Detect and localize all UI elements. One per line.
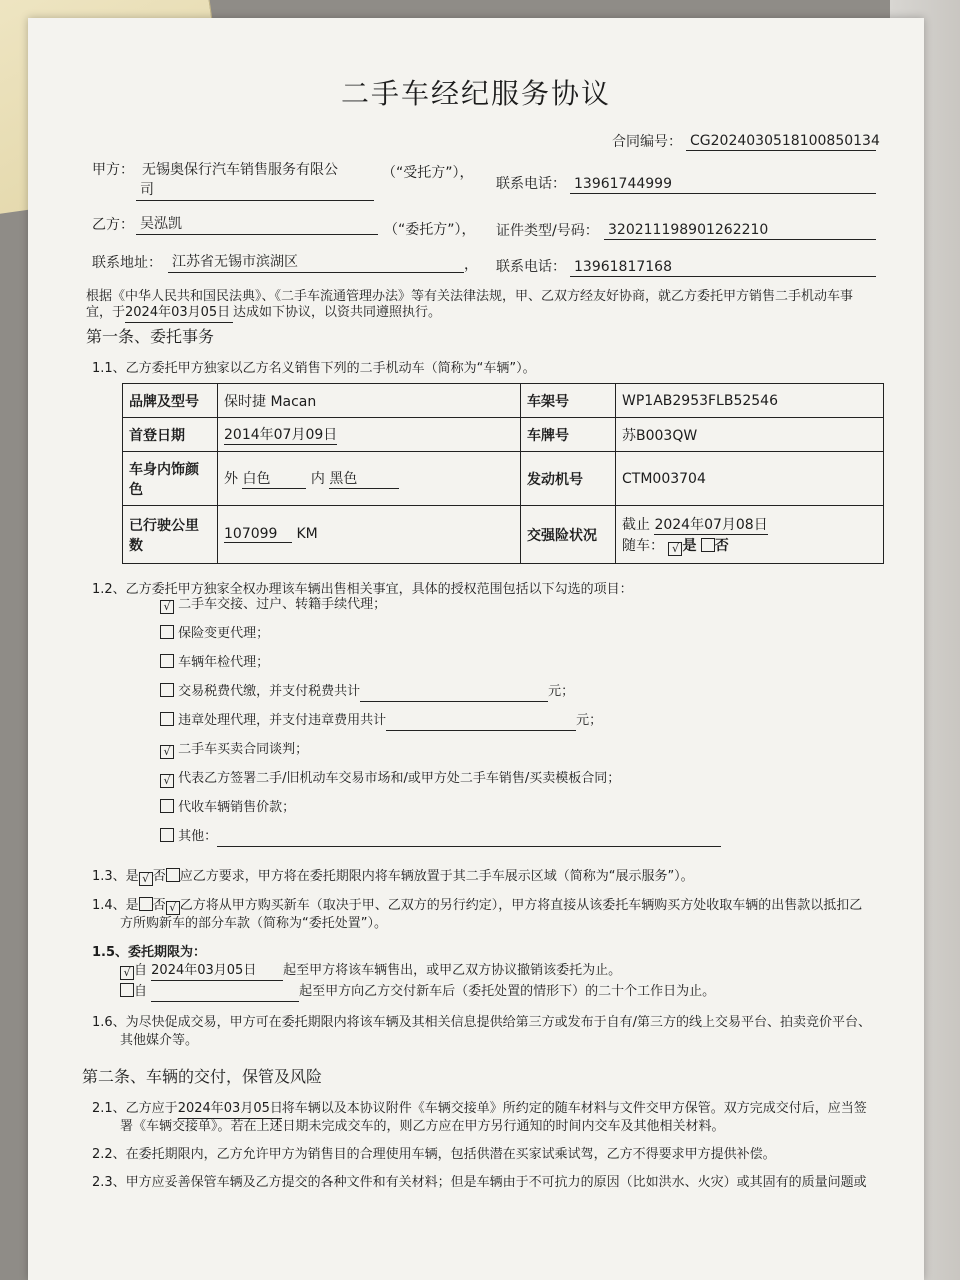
option-label: 二手车买卖合同谈判； — [174, 742, 309, 757]
term-1-checkbox[interactable]: √ — [120, 966, 134, 980]
vin-value: WP1AB2953FLB52546 — [616, 384, 884, 418]
party-b-role: （“委托方”）， — [384, 222, 476, 238]
option-label: 二手车交接、过户、转籍手续代理； — [174, 597, 387, 612]
authorization-option — [160, 683, 574, 702]
c13-yes-checkbox[interactable]: √ — [139, 872, 153, 886]
contract-no-field: CG2024030518100850134 — [686, 130, 876, 151]
option-label: 车辆年检代理； — [174, 655, 270, 670]
option-label: 交易税费代缴，并支付税费共计 — [174, 684, 361, 699]
brand-value: 保时捷 Macan — [218, 384, 521, 418]
option-checkbox[interactable] — [160, 625, 174, 639]
vin-label: 车架号 — [521, 384, 616, 418]
c14-yes-checkbox[interactable] — [139, 897, 153, 911]
authorization-option — [160, 770, 620, 788]
clause-2-1: 2.1、乙方应于2024年03月05日将车辆以及本协议附件《车辆交接单》所约定的随车材料与文件交甲方保管。双方完成交付后，应当签 — [92, 1100, 867, 1119]
clause-2-1-cont: 署《车辆交接单》。若在上述日期未完成交车的，则乙方应在甲方另行通知的时间内交车及其他相关材料。 — [120, 1119, 725, 1134]
option-checkbox[interactable]: √ — [160, 774, 174, 788]
engine-value: CTM003704 — [616, 452, 884, 506]
reg-date-value: 2014年07月09日 — [218, 418, 521, 452]
option-checkbox[interactable] — [160, 712, 174, 726]
brand-label: 品牌及型号 — [123, 384, 218, 418]
plate-value: 苏B003QW — [616, 418, 884, 452]
authorization-option — [160, 712, 602, 731]
party-b-id-label: 证件类型/号码： — [496, 223, 599, 239]
option-checkbox[interactable] — [160, 799, 174, 813]
option-label: 代表乙方签署二手/旧机动车交易市场和/或甲方处二手车销售/买卖模板合同； — [174, 771, 621, 786]
option-checkbox[interactable]: √ — [160, 600, 174, 614]
party-a-name-line1: 无锡奥保行汽车销售服务有限公 — [142, 162, 338, 178]
party-a-phone-field: 13961744999 — [570, 173, 876, 194]
option-blank-field[interactable] — [360, 683, 548, 702]
party-b-phone-label: 联系电话： — [496, 259, 566, 275]
party-b-label: 乙方： — [92, 217, 134, 233]
clause-2-3: 2.3、甲方应妥善保管车辆及乙方提交的各种文件和有关材料；但是车辆由于不可抗力的原因（比如洪水、火灾）或其固有的质量问题或 — [92, 1175, 867, 1190]
section1-title: 第一条、委托事务 — [86, 327, 215, 346]
preamble-line2: 宜，于2024年03月05日 达成如下协议，以资共同遵照执行。 — [86, 304, 441, 323]
option-label: 代收车辆销售价款； — [174, 800, 296, 815]
clause-1-2: 1.2、乙方委托甲方独家全权办理该车辆出售相关事宜，具体的授权范围包括以下勾选的项目： — [92, 582, 633, 597]
option-label: 保险变更代理； — [174, 626, 270, 641]
clause-1-6-cont: 其他媒介等。 — [120, 1033, 199, 1048]
address-label: 联系地址： — [92, 255, 162, 271]
insurance-no-checkbox[interactable] — [701, 538, 715, 552]
mileage-label: 已行驶公里数 — [123, 506, 218, 564]
term-2-checkbox[interactable] — [120, 983, 134, 997]
mileage-value: 107099 KM — [218, 506, 521, 564]
party-a-phone-label: 联系电话： — [496, 176, 566, 192]
clause-1-1: 1.1、乙方委托甲方独家以乙方名义销售下列的二手机动车（简称为“车辆”）。 — [92, 361, 536, 376]
engine-label: 发动机号 — [521, 452, 616, 506]
party-a-name-field: 司 — [136, 180, 374, 201]
document-title: 二手车经纪服务协议 — [340, 77, 611, 110]
party-b-phone-field: 13961817168 — [570, 256, 876, 277]
authorization-option — [160, 741, 308, 759]
authorization-option — [160, 654, 269, 672]
insurance-label: 交强险状况 — [521, 506, 616, 564]
c13-no-checkbox[interactable] — [166, 868, 180, 882]
clause-1-3: 1.3、是 √ 否 应乙方要求，甲方将在委托期限内将车辆放置于其二手车展示区域（简称为“展示服务”）。 — [92, 869, 694, 885]
insurance-value: 截止 2024年07月08日 随车： √ 是 否 — [616, 506, 884, 564]
authorization-option — [160, 799, 295, 817]
option-label: 其他： — [174, 829, 218, 844]
term-option-1: √ 自 2024年03月05日 起至甲方将该车辆售出，或甲乙双方协议撤销该委托为止。 — [120, 962, 621, 981]
section2-title: 第二条、车辆的交付，保管及风险 — [82, 1067, 323, 1086]
preamble-line1: 根据《中华人民共和国民法典》、《二手车流通管理办法》等有关法律法规，甲、乙双方经友好协商，就乙方委托甲方销售二手机动车事 — [86, 289, 854, 304]
option-checkbox[interactable] — [160, 654, 174, 668]
color-label: 车身内饰颜色 — [123, 452, 218, 506]
address-field: 江苏省无锡市滨湖区 — [168, 252, 464, 273]
insurance-yes-checkbox[interactable]: √ — [668, 542, 682, 556]
clause-2-2: 2.2、在委托期限内，乙方允许甲方为销售目的合理使用车辆，包括供潜在买家试乘试驾，乙方不得要求甲方提供补偿。 — [92, 1147, 776, 1162]
option-label: 违章处理代理，并支付违章费用共计 — [174, 713, 387, 728]
option-blank-field[interactable] — [386, 712, 576, 731]
contract-no-label: 合同编号： — [612, 134, 682, 150]
clause-1-4-cont: 方所购新车的部分车款（简称为“委托处置”）。 — [120, 916, 387, 931]
c14-no-checkbox[interactable]: √ — [166, 901, 180, 915]
party-b-name-field: 吴泓凯 — [136, 214, 378, 235]
plate-label: 车牌号 — [521, 418, 616, 452]
option-suffix: 元； — [548, 684, 575, 699]
party-a-label: 甲方： — [92, 162, 134, 178]
reg-date-label: 首登日期 — [123, 418, 218, 452]
term-option-2: 自 起至甲方向乙方交付新车后（委托处置的情形下）的二十个工作日为止。 — [120, 983, 715, 1002]
authorization-option — [160, 828, 721, 847]
option-checkbox[interactable] — [160, 683, 174, 697]
party-b-id-field: 320211198901262210 — [604, 219, 876, 240]
option-checkbox[interactable] — [160, 828, 174, 842]
vehicle-table — [122, 383, 884, 564]
option-checkbox[interactable]: √ — [160, 745, 174, 759]
clause-1-4: 1.4、是 否 √ 乙方将从甲方购买新车（取决于甲、乙双方的另行约定），甲方将直接从该委托车辆购买方处收取车辆的出售款以抵扣乙 — [92, 898, 863, 914]
clause-1-6: 1.6、为尽快促成交易，甲方可在委托期限内将该车辆及其相关信息提供给第三方或发布于自有/第三方的线上交易平台、拍卖竞价平台、 — [92, 1015, 872, 1030]
party-a-role: （“受托方”）， — [382, 165, 474, 181]
clause-1-5: 1.5、委托期限为： — [92, 945, 207, 960]
authorization-option — [160, 625, 269, 643]
address-suffix: ， — [464, 257, 478, 273]
option-blank-field[interactable] — [217, 828, 721, 847]
option-suffix: 元； — [576, 713, 603, 728]
contract-page — [28, 18, 924, 1280]
color-value: 外 白色 内 黑色 — [218, 452, 521, 506]
authorization-option — [160, 596, 386, 614]
